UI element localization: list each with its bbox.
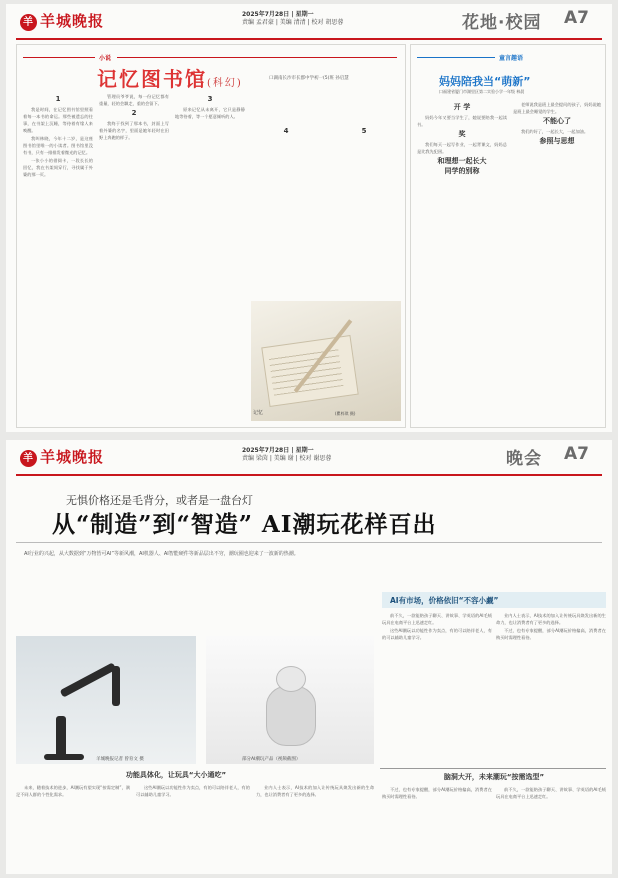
paragraph: 管理员爷爷说，每一份记忆都有重量，轻的会飘走，重的会留下。	[99, 94, 169, 106]
editor-credits: 责编 孟君豪 | 美编 清清 | 校对 胡思蓉	[242, 19, 344, 26]
masthead-rule	[16, 474, 602, 476]
intro-block	[16, 550, 374, 630]
story-kicker: 小说	[99, 55, 112, 62]
sub-heading: 开 学	[453, 103, 471, 111]
text-column	[382, 786, 492, 870]
section-rule	[380, 768, 606, 769]
robot-arm-segment	[112, 666, 120, 706]
kicker-rule	[417, 57, 495, 58]
newspaper-logo	[20, 10, 104, 31]
text-column	[496, 786, 606, 870]
paragraph: 业内人士表示，AI技术的加入让传统玩具焕发出新的生命力，也让消费者有了更多的选择。	[496, 613, 606, 625]
photo-caption: 羊城晚报记者 曾育文 摄	[96, 757, 144, 762]
editor-credits: 责编 梁茵 | 美编 谢 | 校对 谢思蓉	[242, 455, 332, 462]
text-column	[136, 784, 250, 870]
sidebar-heading-text: AI有市场，价格依旧“不容小觑”	[390, 596, 499, 605]
fun-title: 妈妈陪我当“萌新”	[439, 75, 531, 88]
story-title-text: 记忆图书馆	[97, 67, 207, 91]
text-column	[23, 93, 93, 423]
section-number: 3	[207, 95, 213, 103]
masthead	[6, 4, 612, 40]
page-number: A7	[564, 444, 589, 464]
paragraph: 我们约好了，一起长大，一起加油。	[521, 129, 589, 134]
page-number: A7	[564, 8, 589, 28]
newspaper-page-bottom	[6, 440, 612, 874]
sub-heading: 功能具体化，让玩具“大小通吃”	[125, 771, 227, 779]
sub-heading: 和理想一起长大	[437, 157, 487, 165]
toy-body-illustration	[266, 686, 316, 746]
paragraph: 未来，随着技术的进步，AI潮玩有望实现“按需定制”，满足不同人群的个性化需求。	[16, 785, 130, 797]
photo-caption: 部分AI潮玩产品（视频截图）	[242, 757, 301, 762]
text-column	[99, 93, 169, 423]
text-column	[327, 125, 401, 295]
paragraph: 业内人士表示，AI技术的加入让传统玩具焕发出新的生命力，也让消费者有了更多的选择。	[256, 785, 374, 797]
paragraph: 不过，也有专家提醒，部分AI潮玩价格偏高，消费者在购买时需理性看待。	[382, 787, 492, 799]
toy-head-illustration	[276, 666, 306, 692]
paragraph: 这些AI潮玩以功能性作为卖点，有的可以陪伴老人，有的可以辅助儿童学习。	[382, 628, 492, 640]
text-column	[16, 784, 130, 870]
sub-heading: 参照与思想	[539, 137, 575, 145]
paragraph: 我终于找到了那本书，封面上写着外婆的名字，里面是她年轻时在田野上奔跑的样子。	[99, 121, 169, 140]
masthead-rule	[16, 38, 602, 40]
text-column	[417, 101, 507, 421]
paragraph: 一张小小的借阅卡，一段长长的回忆，我在书架间穿行，寻找属于外婆的那一页。	[23, 158, 93, 177]
kicker-rule	[23, 57, 95, 58]
ai-toy-photo	[206, 636, 374, 764]
fun-talk-panel	[410, 44, 606, 428]
paragraph: 妈妈今年又要当学生了，她说要陪我一起读书。	[417, 115, 507, 127]
logo-text: 羊城晚报	[40, 448, 105, 466]
section-number: 2	[131, 109, 137, 117]
story-genre: (科幻)	[207, 78, 243, 89]
robot-arm-foot	[44, 754, 84, 760]
section-number: 5	[361, 127, 367, 135]
sub-heading: 同学的别称	[444, 167, 480, 175]
paragraph: 我叫林晓，今年十二岁，是这座图书馆里唯一的小读者。图书馆里没有书，只有一排排发着微光的记忆。	[23, 136, 93, 155]
paragraph: 原来记忆从未离开，它只是静静地等待着，等一个愿意倾听的人。	[175, 107, 245, 119]
robot-arm-photo	[16, 636, 196, 764]
headline-rule	[16, 542, 602, 543]
headline-kicker: 无惧价格还是毛背分，或者是一盘台灯	[66, 494, 253, 507]
sub-heading: 脑洞大开，未来潮玩“按需选型”	[443, 773, 545, 781]
headline: 从“制造”到“智造” AI潮玩花样百出	[52, 511, 437, 538]
intro-paragraph: AI行业的兴起，从大数据到“万物皆可AI”等新风潮，AI机器人、AI智能硬件等新品层出不穷，潮玩圈也迎来了一波新的热潮。	[24, 551, 299, 557]
paragraph: 前不久，一款能陪孩子聊天、讲故事、学英语的AI毛绒玩具在电商平台上迅速走红。	[496, 787, 606, 799]
story-byline: 口湖南长沙市长郡中学初一(5)班 孙启慧	[269, 76, 349, 81]
story-title	[97, 63, 243, 92]
diary-photo	[251, 301, 401, 421]
paragraph: 我们每天一起写作业，一起背课文，妈妈总是比我先犯困。	[417, 142, 507, 154]
photo-caption: 记忆	[253, 410, 264, 416]
issue-date: 2025年7月28日 | 星期一	[242, 447, 314, 454]
masthead-meta	[242, 447, 331, 463]
masthead	[6, 440, 612, 476]
paragraph: 老师说我是班上最会提问的孩子，妈妈说她是班上最会睡觉的学生。	[513, 102, 601, 114]
fun-byline: 口福建省厦门市湖里区第二实验小学一年级 林晨	[439, 89, 525, 94]
section-title: 晚会	[506, 449, 542, 469]
masthead-meta	[242, 11, 343, 27]
section-number: 1	[55, 95, 61, 103]
logo-seal-icon: 羊	[20, 14, 37, 31]
newspaper-page-top	[6, 4, 612, 432]
logo-text: 羊城晚报	[40, 12, 105, 30]
text-column	[496, 612, 606, 762]
photo-credit: (瞿梓琪 摄)	[335, 411, 356, 416]
paragraph: 我是时间，在记忆图书馆里照看着每一本书的命运。那些被遗忘的往事，在书架上沉睡，等待着有缘人来唤醒。	[23, 107, 93, 133]
section-number: 4	[283, 127, 289, 135]
newspaper-logo	[20, 446, 104, 467]
section-title: 花地·校园	[462, 13, 542, 33]
issue-date: 2025年7月28日 | 星期一	[242, 11, 314, 18]
text-column	[513, 101, 601, 421]
paragraph: 这些AI潮玩以功能性作为卖点，有的可以陪伴老人，有的可以辅助儿童学习。	[136, 785, 250, 797]
paragraph: 不过，也有专家提醒，部分AI潮玩价格偏高，消费者在购买时需理性看待。	[496, 628, 606, 640]
text-column	[256, 784, 374, 870]
text-column	[382, 612, 492, 762]
sidebar-heading	[382, 592, 606, 608]
text-column	[175, 93, 245, 423]
paragraph: 前不久，一款能陪孩子聊天、讲故事、学英语的AI毛绒玩具在电商平台上迅速走红。	[382, 613, 492, 625]
sub-heading: 奖	[458, 130, 466, 138]
kicker-rule	[117, 57, 397, 58]
sub-heading: 不能心了	[543, 117, 571, 125]
text-column	[251, 125, 321, 295]
fun-kicker: 童言趣语	[499, 55, 524, 62]
logo-seal-icon: 羊	[20, 450, 37, 467]
robot-arm-segment	[60, 662, 117, 697]
diary-story-panel	[16, 44, 406, 428]
